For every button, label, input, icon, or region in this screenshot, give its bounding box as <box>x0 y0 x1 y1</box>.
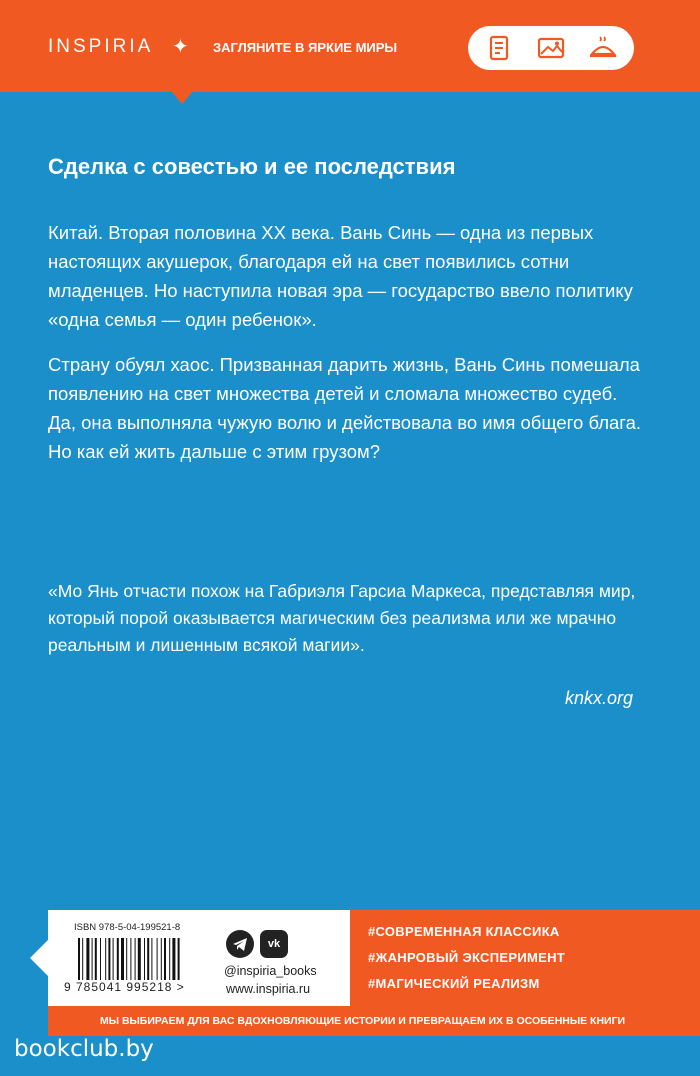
annotation-paragraph-1: Китай. Вторая половина XX века. Вань Синь — одна из первых настоящих акушерок, благодаря ей на свет появились сотни младенцев. Но наступила новая эра — государство ввело политику «одна семья — один ребенок». <box>48 222 633 330</box>
banner-notch <box>170 90 194 104</box>
barcode-digits: 9 785041 995218 > <box>64 980 185 994</box>
sparkle-icon: ✦ <box>172 36 189 58</box>
annotation-paragraph-2: Страну обуял хаос. Призванная дарить жизнь, Вань Синь помешала появлению на свет множества детей и сломала множество судеб. Да, она выполняла чужую волю и действовала во имя общего блага. Но как ей жить дальше с этим грузом? <box>48 354 642 462</box>
watermark: bookclub.by <box>14 1036 154 1062</box>
footer-tab <box>30 940 48 976</box>
publisher-tagline: ЗАГЛЯНИТЕ В ЯРКИЕ МИРЫ <box>213 40 398 55</box>
book-icon <box>484 34 514 62</box>
telegram-icon[interactable] <box>226 930 254 958</box>
vk-icon[interactable]: vk <box>260 930 288 958</box>
review-quote: «Мо Янь отчасти похож на Габриэля Гарсиа Маркеса, представляя мир, который порой оказывается магическим без реализма или же мрачно реальным и лишенным всякой магии». <box>48 581 636 655</box>
genre-tag: #ЖАНРОВЫЙ ЭКСПЕРИМЕНТ <box>368 950 565 965</box>
genre-icons-pill <box>468 26 634 70</box>
dish-icon <box>588 34 618 62</box>
slogan-text: МЫ ВЫБИРАЕМ ДЛЯ ВАС ВДОХНОВЛЯЮЩИЕ ИСТОРИИ И ПРЕВРАЩАЕМ ИХ В ОСОБЕННЫЕ КНИГИ <box>100 1015 626 1027</box>
social-handle[interactable]: @inspiria_books <box>224 964 317 978</box>
website-link[interactable]: www.inspiria.ru <box>226 982 311 996</box>
genre-tag: #СОВРЕМЕННАЯ КЛАССИКА <box>368 924 560 939</box>
quote-source: knkx.org <box>564 688 633 708</box>
annotation-heading: Сделка с совестью и ее последствия <box>48 154 456 179</box>
image-icon <box>536 34 566 62</box>
publisher-brand: INSPIRIA <box>48 36 154 57</box>
isbn-number: ISBN 978-5-04-199521-8 <box>74 922 181 933</box>
genre-tag: #МАГИЧЕСКИЙ РЕАЛИЗМ <box>368 976 540 991</box>
